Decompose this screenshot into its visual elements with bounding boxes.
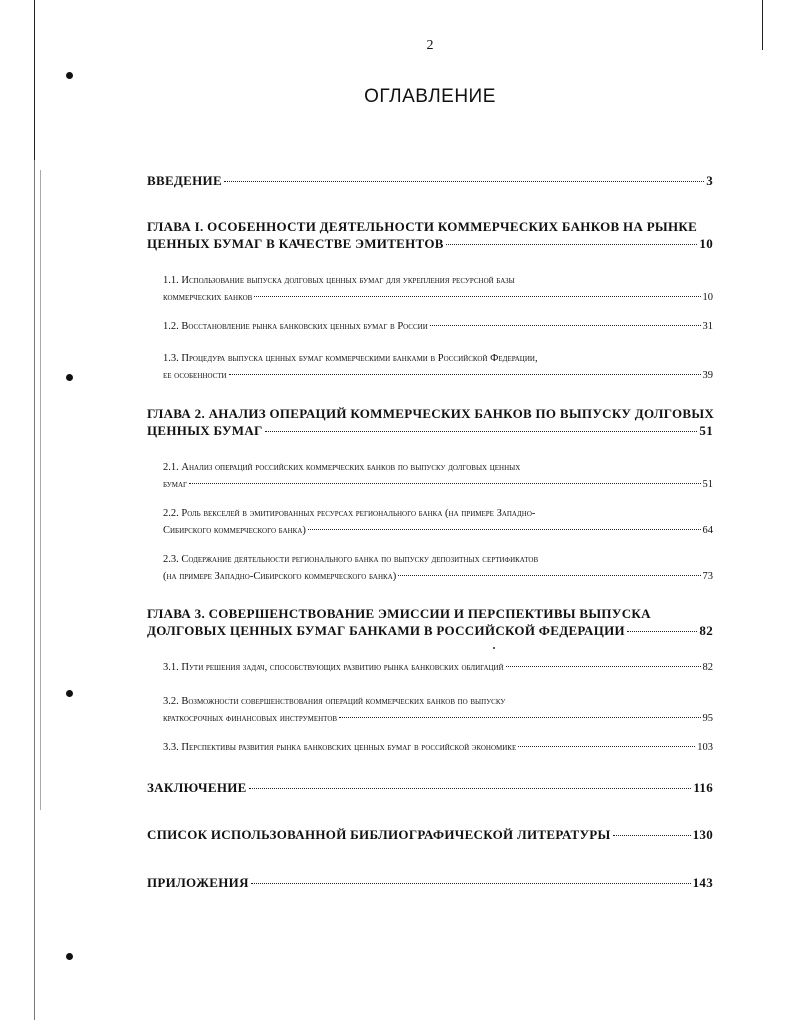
toc-entry-title-line2: ее особенности (163, 370, 227, 381)
dot-leader (506, 666, 701, 667)
toc-page-number: 31 (702, 321, 713, 332)
dot-leader (308, 529, 701, 530)
toc-entry-section-1-2[interactable] (163, 318, 713, 335)
dot-leader (339, 717, 700, 718)
toc-entry-title-line1: 3.2. Возможности совершенствования операций коммерческих банков по выпуску (163, 696, 506, 707)
toc-page-number: 143 (692, 875, 713, 890)
toc-entry-title: ЗАКЛЮЧЕНИЕ (147, 780, 247, 795)
dot-leader (254, 296, 700, 297)
toc-entry-title-line1: 1.1. Использование выпуска долговых ценных бумаг для укрепления ресурсной базы (163, 275, 515, 286)
toc-entry-title-line2: Сибирского коммерческого банка) (163, 525, 306, 536)
toc-entry-chapter-3[interactable] (147, 605, 713, 639)
toc-page-number: 51 (699, 423, 713, 438)
toc-entry-title-line2: ЦЕННЫХ БУМАГ (147, 423, 263, 438)
page-number: 2 (426, 38, 434, 53)
toc-entry-title: ВВЕДЕНИЕ (147, 173, 222, 188)
toc-page-number: 10 (699, 236, 713, 251)
toc-entry-title-line1: 2.3. Содержание деятельности регионального банка по выпуску депозитных сертификатов (163, 554, 539, 565)
toc-entry-section-3-3[interactable] (163, 739, 713, 756)
toc-entry-title-line2: ЦЕННЫХ БУМАГ В КАЧЕСТВЕ ЭМИТЕНТОВ (147, 236, 444, 251)
toc-entry-title: СПИСОК ИСПОЛЬЗОВАННОЙ БИБЛИОГРАФИЧЕСКОЙ ЛИТЕРАТУРЫ (147, 827, 611, 842)
toc-entry-title-line1: 1.3. Процедура выпуска ценных бумаг коммерческими банками в Российской Федерации, (163, 353, 538, 364)
toc-page-number: 130 (692, 827, 713, 842)
toc-entry-title: 3.1. Пути решения задач, способствующих развитию рынка банковских облигаций (163, 662, 504, 673)
toc-entry-title: 3.3. Перспективы развития рынка банковских ценных бумаг в российской экономике (163, 742, 517, 753)
toc-entry-title-line2: краткосрочных финансовых инструментов (163, 713, 338, 724)
toc-entry-section-1-3[interactable] (163, 350, 713, 384)
toc-entry-section-2-1[interactable] (163, 459, 713, 493)
dot-leader (627, 631, 697, 632)
dot-leader (446, 244, 698, 245)
toc-entry-title-line2: ДОЛГОВЫХ ЦЕННЫХ БУМАГ БАНКАМИ В РОССИЙСКОЙ ФЕДЕРАЦИИ (147, 623, 625, 638)
dot-leader (265, 431, 698, 432)
toc-entry-title-line2: бумаг (163, 479, 188, 490)
toc-entry-section-1-1[interactable] (163, 272, 713, 306)
toc-page-number: 95 (702, 713, 713, 724)
toc-page-number: 116 (693, 780, 713, 795)
toc-page-number: 3 (706, 173, 713, 188)
toc-page-number: 82 (702, 662, 713, 673)
toc-entry-section-3-2[interactable] (163, 693, 713, 727)
toc-entry-conclusion[interactable] (147, 779, 713, 796)
toc-entry-title-line1: 2.1. Анализ операций российских коммерческих банков по выпуску долговых ценных (163, 462, 521, 473)
dot-leader (518, 746, 695, 747)
toc-page-number: 73 (702, 571, 713, 582)
dot-leader (189, 483, 700, 484)
toc-entry-title-line1: 2.2. Роль векселей в эмитированных ресурсах регионального банка (на примере Западно- (163, 508, 536, 519)
dot-leader (224, 181, 704, 182)
toc-entry-bibliography[interactable] (147, 826, 713, 843)
toc-entry-title: 1.2. Восстановление рынка банковских ценных бумаг в России (163, 321, 428, 332)
dot-leader (398, 575, 700, 576)
toc-entry-section-2-2[interactable] (163, 505, 713, 539)
dot-leader (229, 374, 701, 375)
toc-page-number: 64 (702, 525, 713, 536)
toc-entry-title-line2: коммерческих банков (163, 292, 253, 303)
toc-entry-title-line2: (на примере Западно-Сибирского коммерческого банка) (163, 571, 397, 582)
toc-entry-section-3-1[interactable] (163, 659, 713, 676)
dot-leader (430, 325, 701, 326)
toc-page-number: 51 (702, 479, 713, 490)
toc-entry-appendices[interactable] (147, 874, 713, 891)
toc-entry-title-line1: ГЛАВА I. ОСОБЕННОСТИ ДЕЯТЕЛЬНОСТИ КОММЕРЧЕСКИХ БАНКОВ НА РЫНКЕ (147, 219, 698, 234)
toc-entry-title: ПРИЛОЖЕНИЯ (147, 875, 249, 890)
toc-page-number: 39 (702, 370, 713, 381)
toc-entry-chapter-2[interactable] (147, 405, 713, 439)
dot-leader (613, 835, 691, 836)
toc-page-number: 103 (697, 742, 713, 753)
toc-entry-introduction[interactable] (147, 172, 713, 189)
toc-entry-title-line1: ГЛАВА 2. АНАЛИЗ ОПЕРАЦИЙ КОММЕРЧЕСКИХ БАНКОВ ПО ВЫПУСКУ ДОЛГОВЫХ (147, 406, 715, 421)
toc-entry-chapter-1[interactable] (147, 218, 713, 252)
page-title: ОГЛАВЛЕНИЕ (364, 86, 496, 107)
dot-leader (249, 788, 692, 789)
toc-page-number: 82 (699, 623, 713, 638)
dot-leader (251, 883, 691, 884)
toc-entry-title-line1: ГЛАВА 3. СОВЕРШЕНСТВОВАНИЕ ЭМИССИИ И ПЕРСПЕКТИВЫ ВЫПУСКА (147, 606, 651, 621)
toc-page-number: 10 (702, 292, 713, 303)
toc-entry-section-2-3[interactable] (163, 551, 713, 585)
